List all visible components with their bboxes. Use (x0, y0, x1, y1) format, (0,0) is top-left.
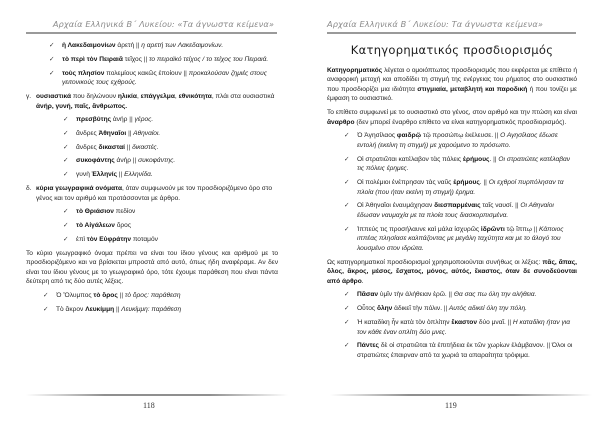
translation: Οι στρατιώτες κατέλαβαν τις πόλεις έρημες. (357, 155, 571, 173)
greek-phrase: ὅλην (376, 305, 393, 313)
separator: || (116, 305, 120, 313)
greek-text: Οὗτος (357, 305, 377, 313)
greek-text: Οἱ Ἀθηναῖοι ἐναυμάχησαν (357, 202, 435, 210)
example-item (36, 305, 278, 315)
page-number: 118 (143, 401, 155, 410)
greek-phrase: τὸ ὄρος (93, 291, 118, 299)
translation: δικαστές. (130, 143, 159, 151)
separator: || (143, 55, 148, 63)
example-item (337, 225, 577, 254)
text: ή που τονίζει με έμφαση το ουσιαστικό. (327, 85, 578, 103)
greek-text: τῷ ἵππῳ (504, 225, 534, 233)
translation: το πειραϊκό τείχος / το τείχος του Πειραιά. (147, 55, 269, 63)
greek-phrase: συκοφάντης (76, 157, 115, 165)
greek-text: Τὸ ἄκρον (56, 305, 86, 313)
running-head: Αρχαία Ελληνικά Β΄ Λυκείου: «Τα άγνωστα κείμενα» (52, 19, 274, 29)
checkmark-icon: ✓ (344, 155, 350, 163)
greek-phrase: τὸν Εὐφράτην (86, 235, 131, 243)
keyword: εθνικότητα (178, 92, 212, 100)
separator: || (546, 342, 551, 350)
example-item (337, 178, 577, 197)
translation: η αρετή των Λακεδαιμονίων. (139, 42, 224, 49)
text: , όταν συμφωνούν με τον προσδιοριζόμενο όρο στο γένος και τον αριθμό και προτάσσονται με άρθρο. (36, 185, 273, 202)
checkmark-icon: ✓ (63, 222, 69, 229)
left-page-content (26, 41, 278, 319)
checkmark-icon: ✓ (63, 143, 69, 151)
example-item (337, 155, 577, 174)
agreement-paragraph (327, 108, 577, 127)
checkmark-icon: ✓ (344, 225, 350, 233)
header-rule (26, 32, 277, 34)
checkmark-icon: ✓ (63, 235, 69, 243)
greek-phrase: Λευκίμμη (85, 305, 115, 313)
greek-text: . (479, 178, 484, 186)
greek-text: δὲ οἱ στρατιῶται τὰ ἐπιτήδεια ἐκ τῶν χωρίων ἐλάμβανον. (378, 342, 547, 350)
text: (δεν μπορεί έναρθρο επίθετο να είναι κατηγορηματικός προσδιορισμός). (354, 118, 567, 126)
example-item (337, 304, 577, 314)
translation: Οι Αθηναίοι έδωσαν ναυμαχία με τα πλοία τους διασκορπισμένα. (357, 202, 554, 219)
greek-phrase: ἐρήμους (462, 155, 490, 163)
greek-phrase: Ἀθηναῖοι (98, 129, 127, 137)
keyword: Κατηγορηματικός (327, 66, 383, 74)
greek-phrase: φαιδρῷ (396, 132, 422, 140)
greek-phrase: τὸ περὶ τὸν Πειραιᾶ (62, 55, 123, 63)
right-page-content (327, 43, 578, 365)
checkmark-icon: ✓ (49, 69, 55, 77)
separator: || (118, 171, 123, 179)
checkmark-icon: ✓ (63, 116, 69, 124)
separator: || (183, 69, 187, 77)
keyword: στιγμιαία, μεταβλητή και παροδική (417, 85, 528, 93)
greek-phrase: τὸ Θριάσιον (76, 208, 114, 216)
example-item (42, 69, 278, 88)
translation: τὸ ὄρος: παράθεση (123, 291, 181, 299)
separator: || (129, 116, 133, 124)
checkmark-icon: ✓ (344, 305, 350, 313)
greek-text: ἄνδρες (76, 129, 99, 137)
example-item (42, 41, 278, 51)
translation: Θα σας πω όλη την αλήθεια. (452, 291, 537, 299)
checkmark-icon: ✓ (344, 132, 350, 140)
greek-phrase: διεσπαρμέναις (434, 202, 481, 210)
text: , πλάι στα ουσιαστικά (211, 92, 275, 100)
keyword: κύρια γεωγραφικά ονόματα (36, 185, 122, 193)
example-item (56, 115, 278, 125)
separator: || (494, 132, 499, 140)
checkmark-icon: ✓ (63, 157, 69, 165)
checkmark-icon: ✓ (63, 208, 69, 216)
translation: γέρος. (132, 116, 154, 124)
rule-delta (26, 184, 278, 203)
greek-phrase: ἕκαστον (451, 318, 477, 326)
greek-text: ὑμῖν τὴν ἀλήθειαν ἐρῶ. (378, 291, 449, 299)
footer-rule (26, 394, 288, 396)
translation: συκοφάντης. (136, 157, 176, 165)
checkmark-icon: ✓ (344, 202, 350, 210)
greek-text: τῷ προσώπῳ ἐκέλευσε. (421, 132, 495, 140)
example-item (337, 341, 577, 360)
separator: || (119, 291, 124, 299)
checkmark-icon: ✓ (63, 129, 69, 137)
checkmark-icon: ✓ (344, 318, 350, 326)
translation: Αυτός αδικεί όλη την πόλη. (447, 305, 527, 313)
greek-phrase: Πᾶσαν (357, 291, 379, 299)
keyword: ηλικία (117, 92, 137, 100)
intro-paragraph (327, 66, 577, 104)
translation: Οι εχθροί πυρπόλησαν τα πλοία (που ήταν εκείνη τη στιγμή) έρημα. (357, 178, 564, 196)
separator: || (533, 225, 538, 233)
greek-phrase: ἱδρῶντι (480, 225, 505, 233)
checkmark-icon: ✓ (43, 305, 49, 313)
greek-text: γυνὴ (76, 171, 92, 179)
greek-text: ἐπὶ (76, 235, 87, 243)
greek-text: ὄρος (114, 222, 132, 229)
translation: Ελληνίδα. (122, 171, 153, 179)
greek-phrase: ἐρήμους (453, 178, 480, 186)
example-item (56, 207, 278, 217)
usage-paragraph (327, 258, 577, 287)
separator: || (507, 318, 512, 326)
separator: || (515, 202, 519, 210)
running-head: Αρχαία Ελληνικά Β΄ Λυκείου: Τα άγνωστα κείμενα» (327, 19, 543, 29)
example-item (337, 131, 577, 150)
keyword-list: πᾶς, ἅπας, ὅλος, ἄκρος, μέσος, ἔσχατος, μόνος, αὐτός, ἕκαστος, όταν δε συνοδεύονται από άρθρο (327, 258, 577, 285)
checkmark-icon: ✓ (49, 55, 55, 63)
section-title: Κατηγορηματικός προσδιορισμός (350, 43, 554, 57)
example-item (56, 235, 278, 245)
greek-text: πεδίον (113, 208, 136, 216)
example-item (56, 129, 278, 139)
text: Το επίθετο συμφωνεί με το ουσιαστικό στο γένος, στον αριθμό και την πτώση και είναι (327, 108, 577, 116)
greek-text: Ἱππεύς τις προσήλαυνε καὶ μάλα ἰσχυρῶς (357, 225, 481, 233)
example-item (36, 291, 278, 301)
footer-rule (330, 394, 592, 396)
separator: || (136, 42, 140, 49)
greek-text: Ὁ Ὄλυμπος (56, 291, 94, 299)
translation: Όλοι οι στρατιώτες έπαιρναν από τα χωριά τα απαραίτητα τρόφιμα. (357, 342, 573, 359)
greek-text: Οἱ στρατιῶται κατέλαβον τὰς πόλεις (357, 155, 463, 163)
greek-text: ἀδικεῖ τὴν πόλιν. (392, 305, 444, 313)
greek-text: ἀνήρ (111, 116, 130, 124)
greek-text: ταῖς ναυσί. (480, 202, 516, 210)
separator: || (483, 178, 487, 186)
right-page (300, 0, 600, 423)
rule-gamma (26, 92, 278, 111)
keyword: ἄναρθρο (327, 118, 355, 126)
greek-phrase: Ἑλληνίς (91, 171, 118, 179)
separator: || (132, 157, 137, 165)
paragraph: Το κύριο γεωγραφικό όνομα πρέπει να είναι του ίδιου γένους και αριθμού με το προσδιοριζόμενο και να βρίσκεται μπροστά από αυτό, όπως ήδη αναφέραμε. Αν δεν είναι του ίδιου γένους με το γεωγραφικό όρο, τότε έχουμε παράθεση που είναι πάντα δεύτερη από τις δύο αυτές λέξεις. (26, 249, 278, 286)
greek-phrase: Πάντες (357, 342, 379, 350)
translation: Η καταδίκη ήταν για τον κάθε έναν οπλίτη δύο μνες. (357, 318, 570, 336)
example-item (337, 290, 577, 300)
checkmark-icon: ✓ (344, 178, 350, 186)
greek-text: ἀνήρ (114, 157, 133, 165)
greek-phrase: τοὺς πλησίον (62, 69, 105, 77)
translation: Αθηναίοι. (131, 129, 161, 137)
keyword: ἀνήρ, γυνή, παῖς, ἄνθρωπος. (36, 102, 128, 110)
page-number: 119 (445, 401, 457, 410)
checkmark-icon: ✓ (43, 291, 49, 299)
checkmark-icon: ✓ (49, 42, 55, 49)
example-item (337, 318, 577, 337)
separator: || (448, 291, 453, 299)
greek-text: πολεμίους κακῶς ἐποίουν (104, 69, 184, 77)
greek-text: δύο μναῖ. (476, 318, 508, 326)
keyword: ουσιαστικά (36, 92, 72, 100)
greek-text: Ἡ καταδίκη ἦν κατὰ τὸν ὁπλίτην (357, 318, 452, 326)
greek-phrase: ἡ Λακεδαιμονίων (62, 42, 116, 49)
example-item (56, 143, 278, 153)
translation: Λευκίμμη: παράθεση (119, 305, 182, 313)
list-letter: γ. (26, 92, 32, 100)
greek-text: τεῖχος (122, 55, 144, 63)
greek-text: . (489, 155, 494, 163)
text: Ως κατηγορηματικοί προσδιορισμοί χρησιμοποιούνται συνήθως οι λέξεις: (327, 258, 543, 266)
greek-phrase: δικασταί (98, 143, 125, 151)
keyword: επάγγελμα (140, 92, 175, 100)
translation: Κάποιος ιππέας πλησίασε καλπάζοντας με μεγάλη ταχύτητα και με το άλογό του λουσμένο στον ιδρώτα. (357, 225, 564, 252)
separator: || (443, 305, 448, 313)
checkmark-icon: ✓ (63, 171, 69, 179)
translation: προκαλούσαν ζημιές στους γειτονικούς τους εχθρούς. (62, 69, 267, 87)
example-item (337, 201, 577, 220)
list-letter: δ. (26, 185, 32, 193)
greek-text: Ὁ Ἀγησίλαος (357, 132, 397, 140)
separator: || (493, 155, 497, 163)
text: , (174, 92, 179, 100)
greek-phrase: πρεσβύτης (76, 116, 112, 124)
greek-phrase: τὸ Αἰγάλεων (76, 222, 115, 229)
greek-text: Οἱ πολέμιοι ἐνέπρησαν τὰς ναῦς (357, 178, 454, 186)
greek-text: ποταμόν (131, 235, 158, 243)
separator: || (126, 143, 131, 151)
example-item (56, 156, 278, 166)
text: , (136, 92, 141, 100)
text: . (361, 277, 364, 285)
example-item (56, 170, 278, 180)
checkmark-icon: ✓ (344, 291, 350, 299)
text: λέγεται ο ομοιόπτωτος προσδιορισμός που εκφέρεται με επίθετο ή αναφορική μετοχή και αποδίδει τη στιγμή της ενέργειας του ρήματος στο ουσιαστικό που προσδιορίζει μια ιδιότητα (327, 66, 577, 93)
greek-text: ἀρετή (115, 42, 137, 49)
checkmark-icon: ✓ (344, 342, 350, 350)
example-item (42, 55, 278, 65)
greek-text: ἄνδρες (76, 143, 99, 151)
text: που δηλώνουν (71, 92, 118, 100)
translation: Ο Αγησίλαος έδωσε εντολή (εκείνη τη στιγμή) με χαρούμενο το πρόσωπο. (357, 132, 558, 149)
example-item (56, 221, 278, 231)
separator: || (128, 129, 132, 137)
header-rule (327, 32, 576, 34)
